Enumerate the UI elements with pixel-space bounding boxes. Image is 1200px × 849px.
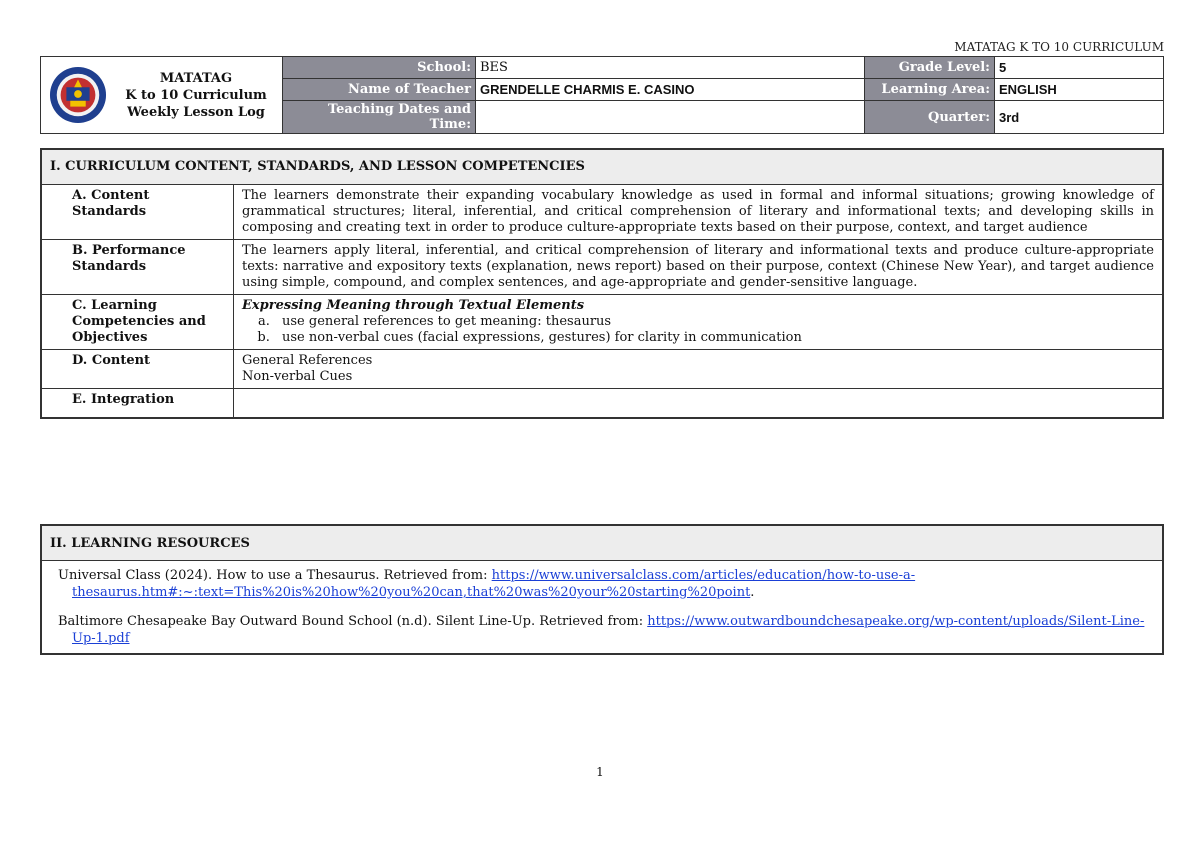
learning-resources-section [40, 524, 1164, 655]
section1-title: I. CURRICULUM CONTENT, STANDARDS, AND LESSON COMPETENCIES [41, 149, 1163, 185]
competencies-heading: Expressing Meaning through Textual Elements [242, 298, 585, 313]
reference-1 [50, 567, 1154, 601]
quarter-value: 3rd [995, 101, 1164, 134]
learning-area-label: Learning Area: [865, 79, 995, 101]
content-line: General References [242, 353, 373, 368]
reference-1-text: Universal Class (2024). How to use a Thesaurus. Retrieved from: [58, 568, 492, 583]
content-label: D. Content [41, 350, 234, 389]
competencies-label: C. Learning Competencies and Objectives [41, 295, 234, 350]
learning-area-value: ENGLISH [995, 79, 1164, 101]
grade-value: 5 [995, 57, 1164, 79]
reference-2 [50, 613, 1154, 647]
performance-standards-label: B. Performance Standards [41, 240, 234, 295]
grade-label: Grade Level: [865, 57, 995, 79]
logo-subtitle: K to 10 Curriculum [125, 87, 267, 103]
references-cell [41, 561, 1163, 655]
page-number: 1 [596, 765, 604, 779]
running-header: MATATAG K TO 10 CURRICULUM [954, 40, 1164, 54]
reference-2-text: Baltimore Chesapeake Bay Outward Bound School (n.d). Silent Line-Up. Retrieved from: [58, 614, 648, 629]
integration-label: E. Integration [41, 389, 234, 419]
teacher-value: GRENDELLE CHARMIS E. CASINO [476, 79, 865, 101]
logo-title: MATATAG [159, 70, 233, 86]
curriculum-section [40, 148, 1164, 419]
teacher-label: Name of Teacher [283, 79, 476, 101]
reference-2-link[interactable]: https://www.outwardboundchesapeake.org/wp-content/uploads/Silent-Line-Up-1.pdf [72, 614, 1145, 646]
logo-doc-type: Weekly Lesson Log [127, 104, 265, 120]
quarter-label: Quarter: [865, 101, 995, 134]
school-label: School: [283, 57, 476, 79]
performance-standards-text: The learners apply literal, inferential, and critical comprehension of literary and informational texts and produce culture-appropriate texts: narrative and expository texts (explanation, news report) based on their purpose, context (Chinese New Year), and target audience using simple, compound, and complex sentences, and age-appropriate and gender-sensitive language. [234, 240, 1164, 295]
reference-1-link[interactable]: https://www.universalclass.com/articles/education/how-to-use-a-thesaurus.htm#:~:text=This%20is%20how%20you%20can,that%20was%20your%20starting%20point [72, 568, 916, 600]
competency-item: a. use general references to get meaning: thesaurus [274, 314, 1154, 330]
content-line: Non-verbal Cues [242, 369, 353, 384]
deped-seal-icon [49, 66, 107, 124]
competencies-list [242, 314, 1154, 346]
teaching-dates-value [476, 101, 865, 134]
logo-cell [41, 57, 283, 134]
content-standards-text: The learners demonstrate their expanding vocabulary knowledge as used in formal and informal situations; growing knowledge of grammatical structures; literal, inferential, and critical comprehension of literary and informational texts; and developing skills in composing and creating text in order to produce culture-appropriate texts based on their purpose, context, and target audience [234, 185, 1164, 240]
content-cell [234, 350, 1164, 389]
competencies-cell [234, 295, 1164, 350]
header-table [40, 56, 1164, 134]
school-value: BES [476, 57, 865, 79]
integration-value [234, 389, 1164, 419]
section2-title: II. LEARNING RESOURCES [41, 525, 1163, 561]
reference-1-end: . [750, 585, 755, 600]
competency-item: b. use non-verbal cues (facial expressions, gestures) for clarity in communication [274, 330, 1154, 346]
teaching-dates-label: Teaching Dates and Time: [283, 101, 476, 134]
content-standards-label: A. Content Standards [41, 185, 234, 240]
